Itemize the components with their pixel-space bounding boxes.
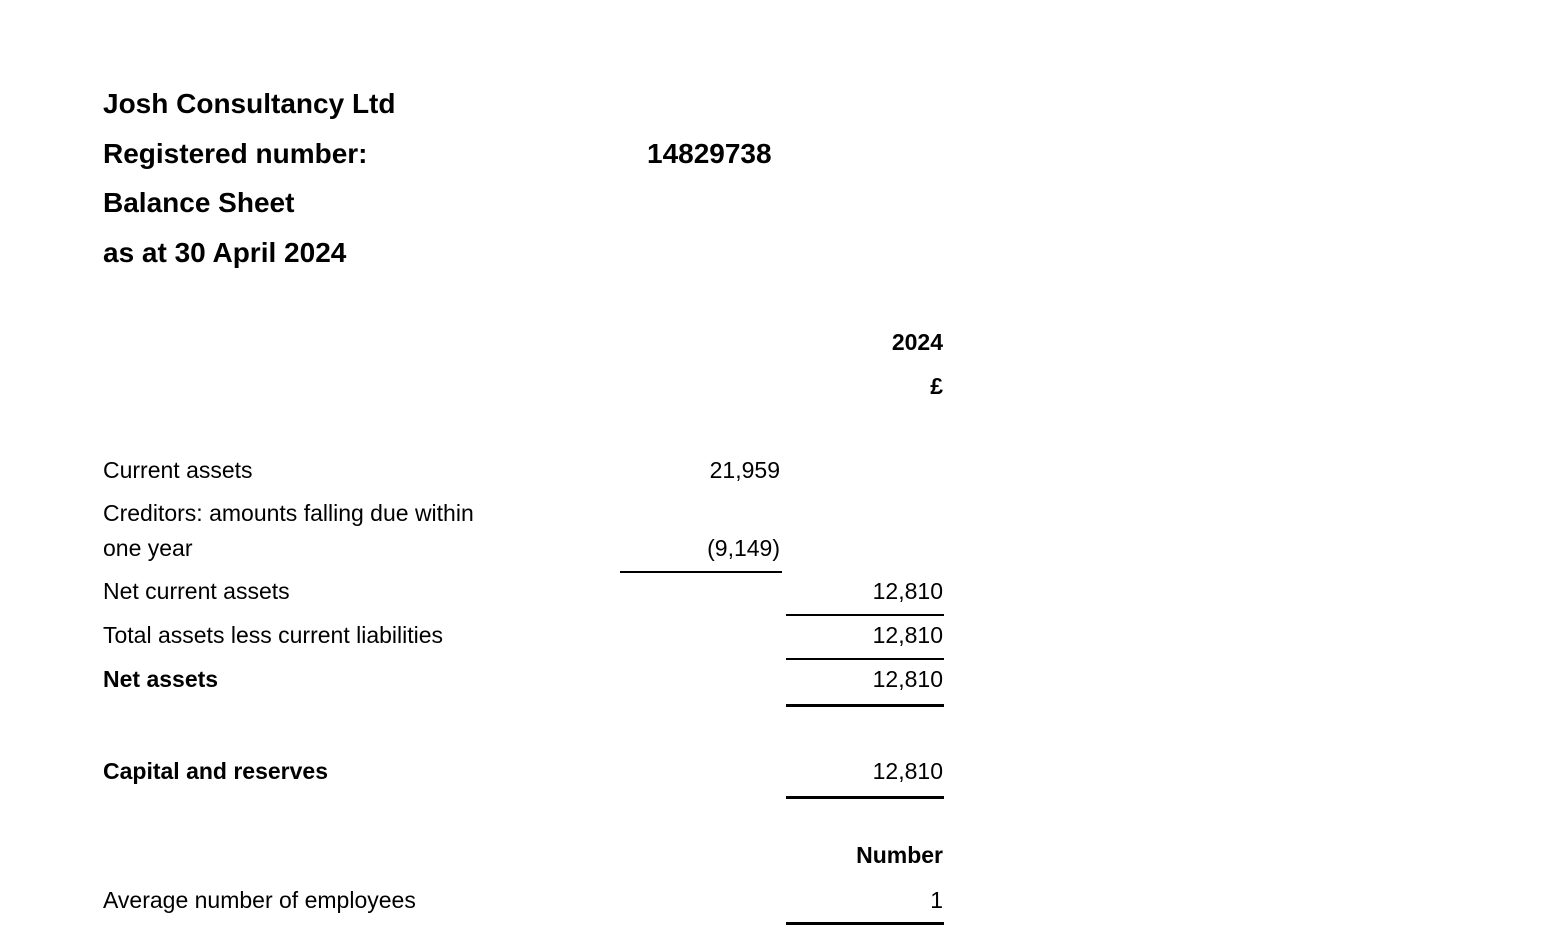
current-assets-label: Current assets [103, 457, 253, 483]
net-assets-label: Net assets [103, 666, 219, 692]
net-current-assets-value: 12,810 [872, 578, 943, 604]
capital-reserves-value: 12,810 [872, 758, 943, 784]
employees-total-rule [786, 922, 944, 925]
registered-number-label: Registered number: [103, 138, 368, 169]
employees-column-header: Number [856, 842, 943, 868]
registered-number: 14829738 [647, 138, 772, 169]
capital-reserves-label: Capital and reserves [103, 758, 329, 784]
net-assets-value: 12,810 [872, 666, 943, 692]
employees-label: Average number of employees [103, 887, 416, 913]
document-title: Balance Sheet [103, 187, 295, 218]
net-current-assets-label: Net current assets [103, 578, 290, 604]
total-assets-less-cl-value: 12,810 [872, 622, 943, 648]
current-assets-value: 21,959 [709, 457, 780, 483]
column-currency-header: £ [930, 373, 943, 399]
company-name: Josh Consultancy Ltd [103, 88, 396, 119]
net-current-assets-rule [786, 614, 944, 616]
net-assets-total-rule [786, 704, 944, 707]
creditors-label-line2: one year [103, 535, 193, 561]
total-assets-less-cl-label: Total assets less current liabilities [103, 622, 444, 648]
creditors-value: (9,149) [707, 535, 780, 561]
total-assets-rule [786, 658, 944, 660]
period-statement: as at 30 April 2024 [103, 237, 347, 268]
capital-reserves-total-rule [786, 796, 944, 799]
creditors-label-line1: Creditors: amounts falling due within [103, 500, 474, 526]
creditors-subtotal-rule [620, 571, 782, 573]
column-year-header: 2024 [891, 329, 943, 355]
employees-value: 1 [930, 887, 943, 913]
